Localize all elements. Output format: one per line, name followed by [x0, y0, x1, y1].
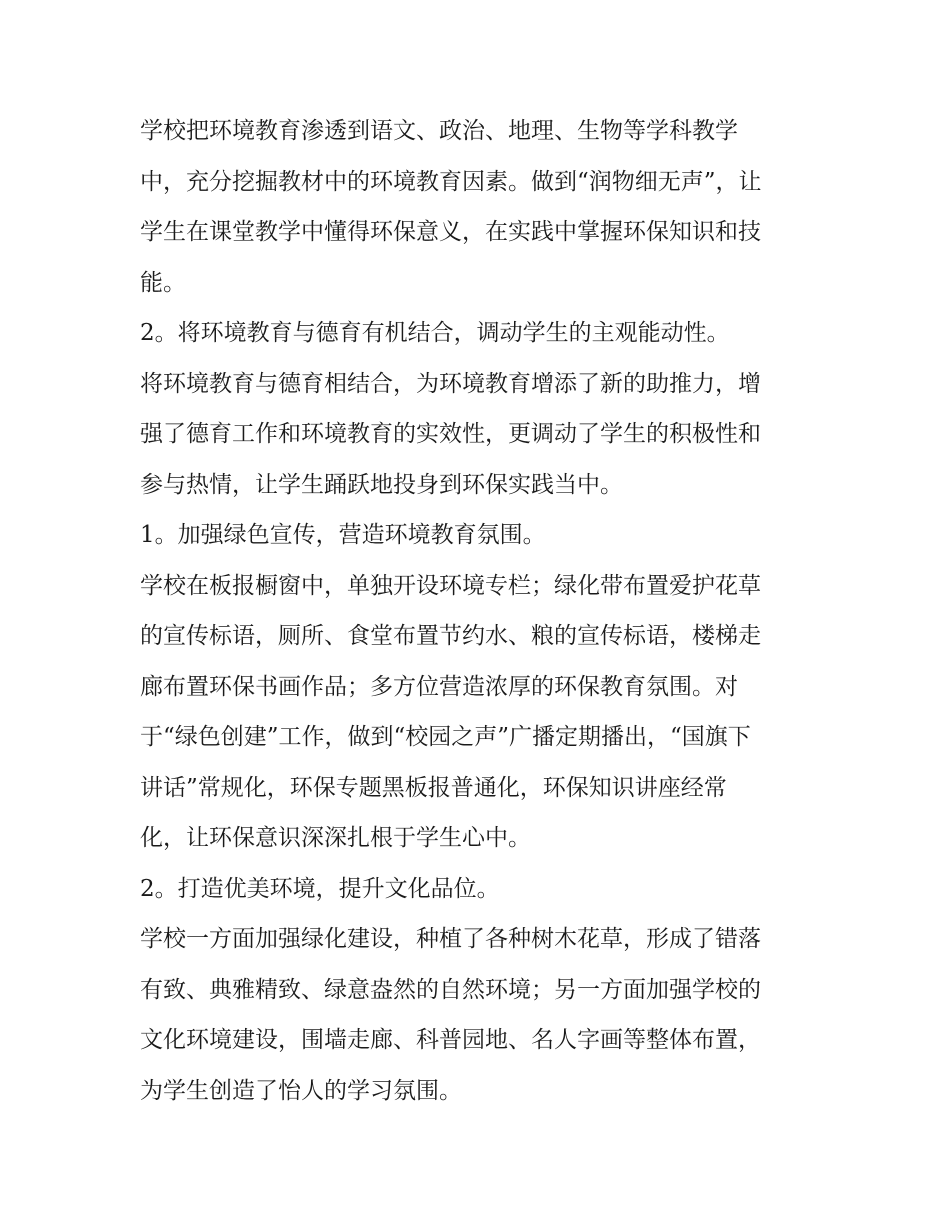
text-line: 于“绿色创建”工作，做到“校园之声”广播定期播出，“国旗下: [140, 724, 751, 750]
section-heading: 2。将环境教育与德育有机结合，调动学生的主观能动性。: [140, 320, 730, 346]
text-line: 参与热情，让学生踊跃地投身到环保实践当中。: [140, 471, 623, 498]
section-heading: 1。加强绿色宣传，营造环境教育氛围。: [140, 522, 546, 548]
text-line: 廊布置环保书画作品；多方位营造浓厚的环保教育氛围。对: [140, 673, 738, 700]
text-line: 学生在课堂教学中懂得环保意义，在实践中掌握环保知识和技: [140, 219, 761, 245]
text-line: 将环境教育与德育相结合，为环境教育增添了新的助推力，增: [140, 370, 761, 397]
text-line: 学校一方面加强绿化建设，种植了各种树木花草，形成了错落: [140, 926, 761, 952]
text-line: 的宣传标语，厕所、食堂布置节约水、粮的宣传标语，楼梯走: [140, 623, 761, 649]
text-line: 文化环境建设，围墙走廊、科普园地、名人字画等整体布置，: [140, 1027, 761, 1053]
section-heading: 2。打造优美环境，提升文化品位。: [140, 875, 500, 902]
text-line: 为学生创造了怡人的学习氛围。: [140, 1077, 462, 1104]
text-line: 学校把环境教育渗透到语文、政治、地理、生物等学科教学: [140, 118, 738, 144]
text-line: 化，让环保意识深深扎根于学生心中。: [140, 825, 531, 851]
text-line: 强了德育工作和环境教育的实效性，更调动了学生的积极性和: [140, 421, 761, 447]
text-line: 讲话”常规化，环保专题黑板报普通化，环保知识讲座经常: [140, 774, 727, 801]
document-body: [140, 106, 820, 1116]
text-line: 有致、典雅精致、绿意盎然的自然环境；另一方面加强学校的: [140, 976, 761, 1003]
text-line: 能。: [140, 269, 186, 296]
text-line: 学校在板报橱窗中，单独开设环境专栏；绿化带布置爱护花草: [140, 572, 761, 599]
text-line: 中，充分挖掘教材中的环境教育因素。做到“润物细无声”，让: [140, 168, 762, 195]
